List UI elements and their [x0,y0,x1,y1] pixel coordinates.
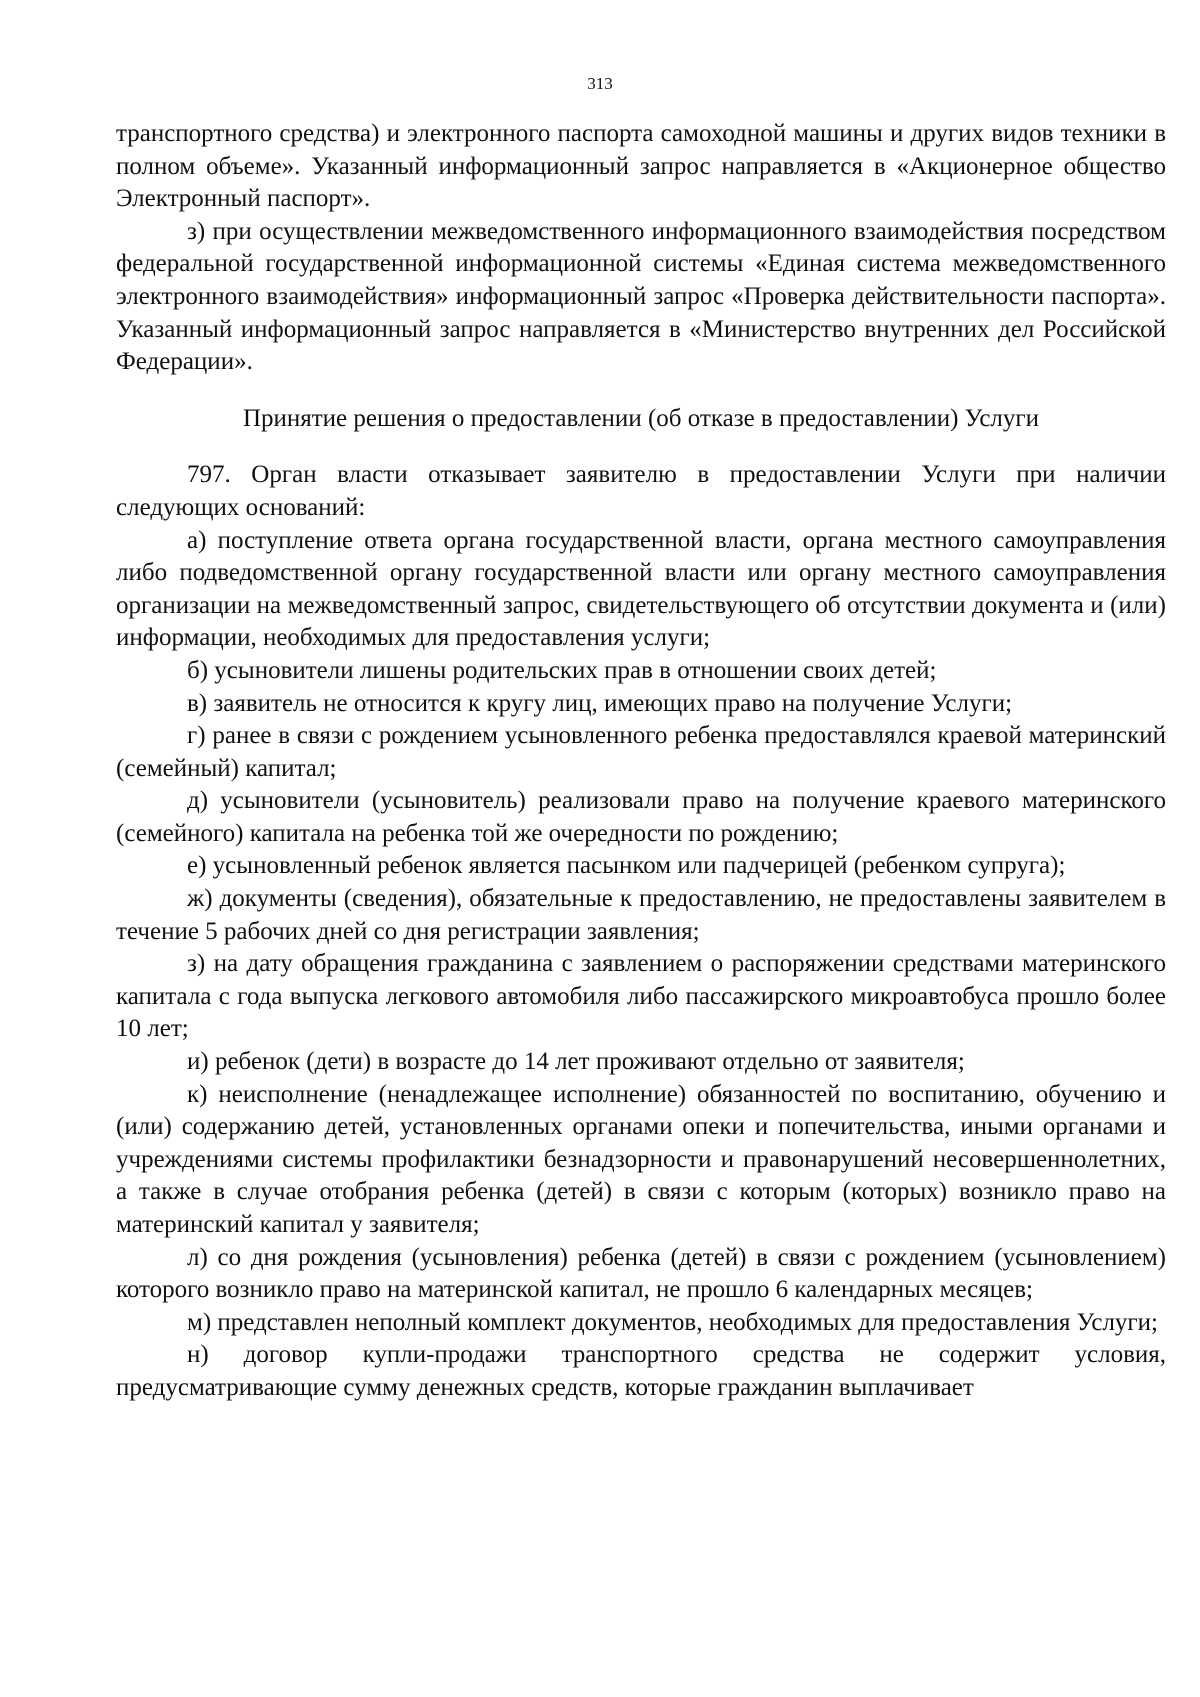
list-item-a: а) поступление ответа органа государственной власти, органа местного самоуправления либо подведомственной органу государственной власти или органу местного самоуправления организации на межведомственный запрос, свидетельствующего об отсутствии документа и (или) информации, необходимых для предоставления услуги; [116,526,1166,652]
list-item-i: и) ребенок (дети) в возрасте до 14 лет проживают отдельно от заявителя; [187,1048,965,1076]
list-item-zh: ж) документы (сведения), обязательные к предоставлению, не предоставлены заявителем в течение 5 рабочих дней со дня регистрации заявления; [116,885,1166,945]
list-item-n: н) договор купли-продажи транспортного средства не содержит условия, предусматривающие сумму денежных средств, которые гражданин выплачивает [116,1341,1166,1401]
list-item-g: г) ранее в связи с рождением усыновленного ребенка предоставлялся краевой материнский (семейный) капитал; [116,722,1166,782]
page-number: 313 [587,74,613,93]
paragraph-item-z-top: з) при осуществлении межведомственного информационного взаимодействия посредством федеральной государственной информационной системы «Единая система межведомственного электронного взаимодействия» информационный запрос «Проверка действительности паспорта». Указанный информационный запрос направляется в «Министерство внутренних дел Российской Федерации». [116,217,1166,376]
list-item-z: з) на дату обращения гражданина с заявлением о распоряжении средствами материнского капитала с года выпуска легкового автомобиля либо пассажирского микроавтобуса прошло более 10 лет; [116,950,1166,1043]
paragraph-797: 797. Орган власти отказывает заявителю в предоставлении Услуги при наличии следующих оснований: [116,461,1166,521]
list-item-b: б) усыновители лишены родительских прав в отношении своих детей; [187,656,937,684]
paragraph-continuation: транспортного средства) и электронного паспорта самоходной машины и других видов техники в полном объеме». Указанный информационный запрос направляется в «Акционерное общество Электронный паспорт». [116,120,1166,213]
list-item-e: е) усыновленный ребенок является пасынком или падчерицей (ребенком супруга); [187,852,1066,880]
section-heading: Принятие решения о предоставлении (об отказе в предоставлении) Услуги [242,404,1040,432]
document-body [116,118,1166,1405]
list-item-v: в) заявитель не относится к кругу лиц, имеющих право на получение Услуги; [187,689,1013,717]
list-item-d: д) усыновители (усыновитель) реализовали право на получение краевого материнского (семейного) капитала на ребенка той же очередности по рождению; [116,787,1166,847]
list-item-m: м) представлен неполный комплект документов, необходимых для предоставления Услуги; [187,1308,1158,1336]
list-item-k: к) неисполнение (ненадлежащее исполнение) обязанностей по воспитанию, обучению и (или) содержанию детей, установленных органами опеки и попечительства, иными органами и учреждениями системы профилактики безнадзорности и правонарушений несовершеннолетних, а также в случае отобрания ребенка (детей) в связи с которым (которых) возникло право на материнский капитал у заявителя; [116,1080,1166,1238]
list-item-l: л) со дня рождения (усыновления) ребенка (детей) в связи с рождением (усыновлением) которого возникло право на материнской капитал, не прошло 6 календарных месяцев; [116,1243,1166,1304]
